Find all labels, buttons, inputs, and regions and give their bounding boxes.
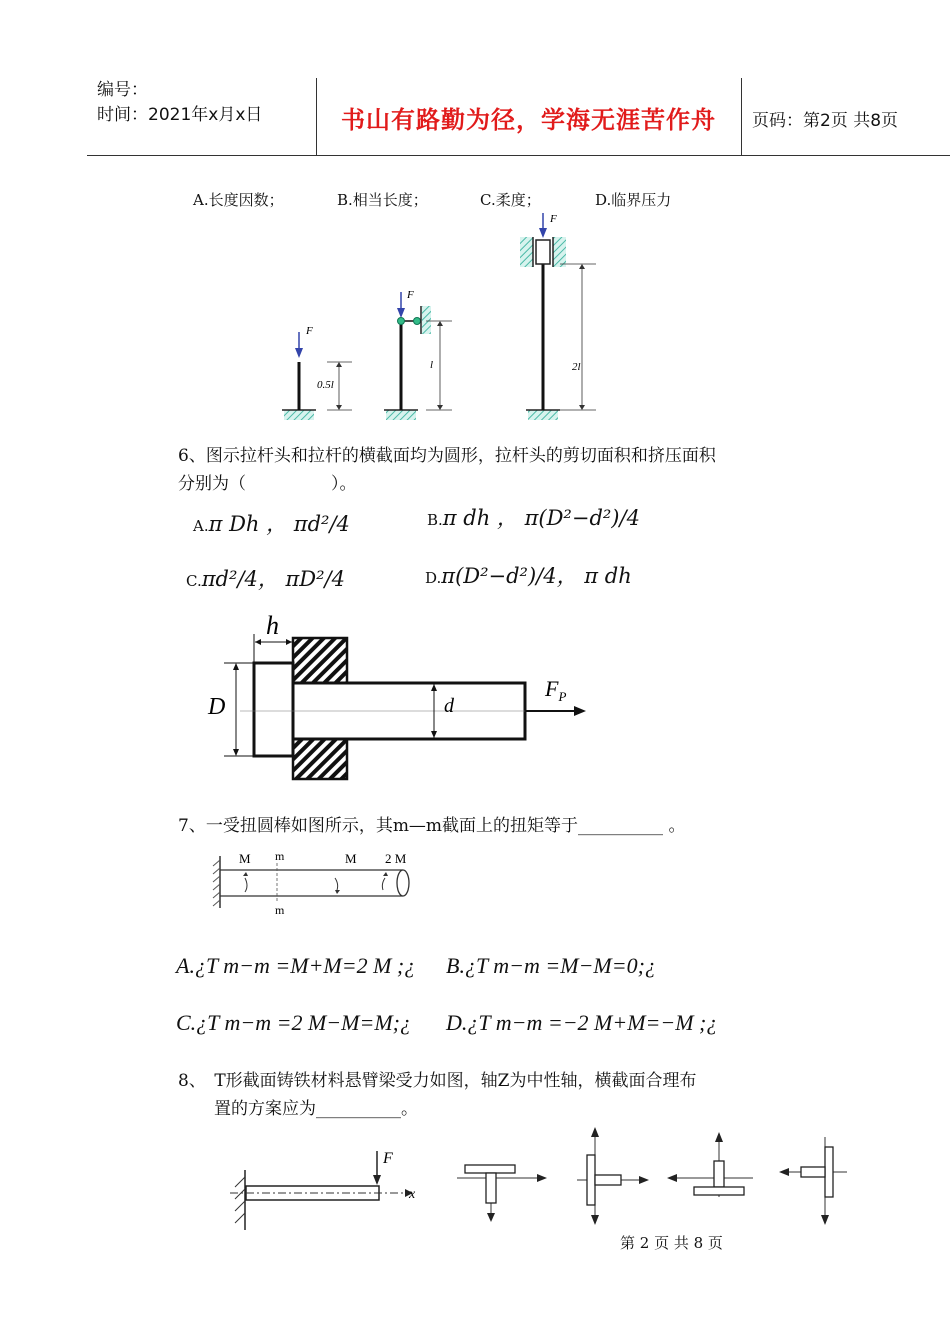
q7-label-m-top: m [275, 849, 285, 863]
header-time: 时间：2021年x月x日 [97, 105, 263, 125]
header-number: 编号： [97, 80, 148, 100]
q8-section-option-1 [457, 1165, 547, 1222]
header-motto: 书山有路勤为径，学海无涯苦作舟 [341, 106, 716, 134]
q6-rod-head-figure [200, 612, 600, 787]
q6-pull-arrow-icon [574, 706, 586, 716]
column2-pin-roller [414, 318, 421, 325]
q8-force-arrow-icon [373, 1175, 381, 1185]
q6-option-d: D.π(D²−d²)/4， π dh [425, 564, 632, 588]
q6-stem-line2: 分别为（ ）。 [178, 474, 357, 494]
q8-stem-line2: 置的方案应为__________。 [214, 1099, 418, 1119]
q6-h-label: h [266, 612, 279, 640]
header-page-number: 页码：第2页 共8页 [752, 111, 899, 131]
q7-label-M1: M [239, 851, 251, 866]
column3-force-arrow-icon [539, 228, 547, 238]
footer-page-number: 第 2 页 共 8 页 [620, 1234, 723, 1252]
q7-stem: 7、一受扭圆棒如图所示，其m—m截面上的扭矩等于__________ 。 [178, 816, 686, 836]
header-bottom-rule [87, 155, 950, 156]
q6-option-c: C.πd²/4， πD²/4 [186, 567, 345, 591]
q7-option-b: B.¿T m−m =M−M=0;¿ [446, 953, 656, 978]
column1-force-arrow-icon [295, 348, 303, 358]
q8-beam-and-sections-figure [225, 1125, 855, 1235]
q6-d-label: d [444, 695, 454, 717]
column2-force-label: F [407, 289, 414, 301]
q6-option-a: A.π Dh ， πd²/4 [193, 512, 350, 536]
q5-option-c: C.柔度； [480, 191, 541, 209]
column2-force-arrow-icon [397, 308, 405, 318]
q8-section-option-3 [667, 1132, 753, 1197]
q8-section-option-2 [577, 1127, 649, 1225]
column1-fixed-support [284, 410, 314, 420]
column2-fixed-support [386, 410, 416, 420]
q5-option-d: D.临界压力 [595, 191, 672, 209]
q7-label-M2: M [345, 851, 357, 866]
q8-stem-line1: 8、 T形截面铸铁材料悬臂梁受力如图，轴Z为中性轴，横截面合理布 [178, 1071, 697, 1091]
q6-D-label: D [208, 694, 226, 720]
q8-x-axis-label: x [409, 1187, 416, 1202]
q5-columns-figure [270, 210, 610, 425]
q6-stem-line1: 6、图示拉杆头和拉杆的横截面均为圆形，拉杆头的剪切面积和挤压面积 [178, 446, 716, 466]
q7-torsion-bar-figure [205, 848, 420, 918]
q7-bar-end [397, 870, 409, 896]
column2-length-label: l [430, 359, 434, 371]
q8-force-label: F [383, 1150, 393, 1167]
q7-option-c: C.¿T m−m =2 M−M=M;¿ [176, 1010, 411, 1035]
q7-option-d: D.¿T m−m =−2 M+M=−M ;¿ [446, 1010, 718, 1035]
header-divider-right [741, 78, 742, 156]
q5-option-b: B.相当长度； [337, 191, 428, 209]
q6-option-b: B.π dh ， π(D²−d²)/4 [427, 506, 640, 530]
q6-rod-head [254, 663, 293, 756]
column1-length-label: 0.5l [317, 379, 334, 391]
column1-force-label: F [306, 325, 313, 337]
q7-option-a: A.¿T m−m =M+M=2 M ;¿ [176, 953, 416, 978]
q5-option-a: A.长度因数； [193, 191, 284, 209]
column3-force-label: F [550, 213, 557, 225]
column3-slider-block [536, 240, 550, 264]
q7-label-m-bottom: m [275, 903, 285, 917]
column2-pin-top [398, 318, 405, 325]
q8-section-option-4 [779, 1137, 847, 1225]
column3-fixed-support [528, 410, 558, 420]
q6-F-label: $F_P$ [545, 676, 567, 704]
header-info [97, 78, 262, 128]
q7-label-2M: 2 M [385, 851, 407, 866]
column3-length-label: 2l [572, 361, 581, 373]
